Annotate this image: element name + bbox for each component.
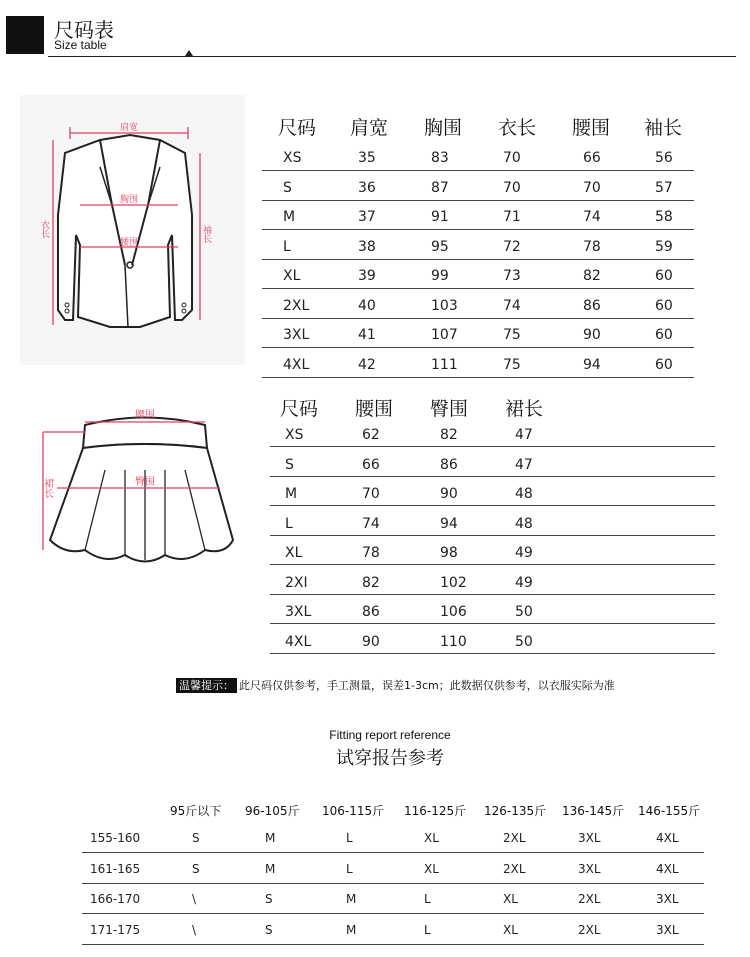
fit-size-cell: M bbox=[346, 892, 357, 906]
fit-size-cell: S bbox=[192, 831, 200, 845]
jacket-value-cell: 94 bbox=[583, 356, 601, 373]
jacket-value-cell: 60 bbox=[655, 268, 673, 284]
skirt-value-cell: 110 bbox=[440, 633, 467, 650]
fit-size-cell: L bbox=[424, 892, 431, 906]
jacket-value-cell: 91 bbox=[431, 209, 449, 225]
fit-size-cell: \ bbox=[192, 892, 197, 906]
fit-size-cell: 4XL bbox=[656, 861, 679, 876]
size-tip bbox=[176, 677, 615, 693]
jacket-value-cell: 38 bbox=[358, 238, 376, 255]
jacket-value-cell: 82 bbox=[583, 268, 601, 284]
jacket-value-cell: 72 bbox=[503, 238, 521, 255]
skirt-value-cell: 49 bbox=[515, 574, 533, 591]
jacket-row-divider bbox=[262, 288, 694, 289]
fit-size-cell: L bbox=[424, 922, 431, 937]
jacket-value-cell: 83 bbox=[431, 150, 449, 166]
jacket-header: 胸围 bbox=[424, 117, 463, 139]
jacket-header: 肩宽 bbox=[350, 117, 389, 139]
height-cell: 161-165 bbox=[90, 861, 141, 876]
skirt-illustration bbox=[35, 400, 245, 575]
fit-row-divider bbox=[82, 944, 704, 945]
skirt-value-cell: 49 bbox=[515, 545, 533, 561]
jacket-value-cell: 42 bbox=[358, 356, 376, 373]
fit-size-cell: 3XL bbox=[656, 922, 679, 937]
fit-size-cell: 3XL bbox=[656, 892, 679, 906]
skirt-value-cell: 98 bbox=[440, 545, 458, 561]
weight-header: 106-115斤 bbox=[322, 804, 385, 818]
skirt-row-divider bbox=[270, 446, 715, 447]
page-title: 尺码表 bbox=[54, 18, 114, 42]
jacket-value-cell: 36 bbox=[358, 179, 376, 196]
skirt-value-cell: 47 bbox=[515, 456, 533, 473]
jacket-value-cell: 66 bbox=[583, 150, 601, 166]
skirt-label-length: 裙长 bbox=[41, 478, 53, 498]
fit-size-cell: M bbox=[265, 831, 276, 845]
fit-size-cell: XL bbox=[503, 892, 518, 906]
jacket-value-cell: 59 bbox=[655, 238, 673, 255]
fit-size-cell: 3XL bbox=[578, 831, 601, 845]
fit-size-cell: XL bbox=[424, 861, 439, 876]
fit-size-cell: XL bbox=[503, 922, 518, 937]
skirt-header: 裙长 bbox=[505, 398, 544, 420]
jacket-value-cell: 107 bbox=[431, 327, 458, 343]
skirt-value-cell: 106 bbox=[440, 604, 467, 620]
jacket-row-divider bbox=[262, 200, 694, 201]
weight-header: 126-135斤 bbox=[484, 804, 547, 818]
skirt-size-cell: 3XL bbox=[285, 604, 312, 620]
jacket-label-chest: 胸围 bbox=[119, 195, 139, 205]
fit-size-cell: S bbox=[265, 892, 273, 906]
skirt-size-cell: M bbox=[285, 486, 298, 502]
fitting-title-cn: 试穿报告参考 bbox=[336, 748, 444, 769]
skirt-row-divider bbox=[270, 505, 715, 506]
jacket-label-sleeve: 袖长 bbox=[201, 225, 211, 243]
skirt-label-waist: 腰围 bbox=[135, 410, 155, 421]
jacket-value-cell: 41 bbox=[358, 327, 376, 343]
jacket-value-cell: 58 bbox=[655, 209, 673, 225]
fit-size-cell: L bbox=[346, 861, 353, 876]
skirt-value-cell: 94 bbox=[440, 515, 458, 532]
jacket-value-cell: 78 bbox=[583, 238, 601, 255]
jacket-size-cell: S bbox=[283, 179, 292, 196]
weight-header: 116-125斤 bbox=[404, 804, 467, 818]
jacket-value-cell: 74 bbox=[503, 297, 521, 314]
page-subtitle: Size table bbox=[54, 38, 107, 52]
fit-row-divider bbox=[82, 852, 704, 853]
jacket-value-cell: 90 bbox=[583, 327, 601, 343]
jacket-row-divider bbox=[262, 170, 694, 171]
jacket-row-divider bbox=[262, 377, 694, 378]
fit-size-cell: XL bbox=[424, 831, 439, 845]
jacket-size-cell: 4XL bbox=[283, 356, 310, 373]
jacket-row-divider bbox=[262, 318, 694, 319]
skirt-row-divider bbox=[270, 476, 715, 477]
jacket-value-cell: 86 bbox=[583, 297, 601, 314]
fit-row-divider bbox=[82, 883, 704, 884]
skirt-value-cell: 90 bbox=[362, 633, 380, 650]
skirt-size-cell: XS bbox=[285, 427, 304, 443]
skirt-value-cell: 47 bbox=[515, 427, 533, 443]
jacket-row-divider bbox=[262, 347, 694, 348]
weight-header: 146-155斤 bbox=[638, 804, 701, 818]
skirt-row-divider bbox=[270, 535, 715, 536]
skirt-value-cell: 74 bbox=[362, 515, 380, 532]
jacket-value-cell: 39 bbox=[358, 268, 376, 284]
jacket-value-cell: 35 bbox=[358, 150, 376, 166]
jacket-value-cell: 99 bbox=[431, 268, 449, 284]
skirt-size-cell: 4XL bbox=[285, 633, 312, 650]
jacket-value-cell: 95 bbox=[431, 238, 449, 255]
fit-size-cell: 2XL bbox=[578, 922, 601, 937]
fit-size-cell: L bbox=[346, 831, 353, 845]
jacket-row-divider bbox=[262, 229, 694, 230]
skirt-value-cell: 66 bbox=[362, 456, 380, 473]
jacket-size-cell: XL bbox=[283, 268, 301, 284]
jacket-value-cell: 71 bbox=[503, 209, 521, 225]
fitting-title-en: Fitting report reference bbox=[329, 728, 451, 742]
jacket-value-cell: 37 bbox=[358, 209, 376, 225]
jacket-value-cell: 103 bbox=[431, 297, 458, 314]
fit-size-cell: S bbox=[265, 922, 273, 937]
fit-size-cell: 4XL bbox=[656, 831, 679, 845]
fit-row-divider bbox=[82, 913, 704, 914]
skirt-value-cell: 48 bbox=[515, 486, 533, 502]
skirt-row-divider bbox=[270, 653, 715, 654]
jacket-value-cell: 74 bbox=[583, 209, 601, 225]
fit-size-cell: M bbox=[265, 861, 276, 876]
tip-text: 此尺码仅供参考，手工测量，误差1-3cm；此数据仅供参考，以衣服实际为准 bbox=[239, 679, 615, 692]
skirt-value-cell: 90 bbox=[440, 486, 458, 502]
header-marker-icon bbox=[185, 50, 193, 56]
height-cell: 155-160 bbox=[90, 831, 141, 845]
jacket-value-cell: 75 bbox=[503, 356, 521, 373]
skirt-row-divider bbox=[270, 594, 715, 595]
jacket-value-cell: 73 bbox=[503, 268, 521, 284]
skirt-value-cell: 82 bbox=[440, 427, 458, 443]
fit-size-cell: \ bbox=[192, 922, 197, 937]
jacket-value-cell: 57 bbox=[655, 179, 673, 196]
skirt-value-cell: 86 bbox=[440, 456, 458, 473]
fit-size-cell: S bbox=[192, 861, 200, 876]
skirt-size-cell: 2XI bbox=[285, 574, 308, 591]
height-cell: 166-170 bbox=[90, 892, 141, 906]
jacket-value-cell: 40 bbox=[358, 297, 376, 314]
jacket-value-cell: 60 bbox=[655, 327, 673, 343]
skirt-value-cell: 50 bbox=[515, 604, 533, 620]
fit-size-cell: 3XL bbox=[578, 861, 601, 876]
weight-header: 95斤以下 bbox=[170, 804, 222, 818]
jacket-value-cell: 60 bbox=[655, 297, 673, 314]
jacket-label-waist: 腰围 bbox=[119, 238, 139, 248]
header-block bbox=[6, 16, 44, 54]
skirt-value-cell: 48 bbox=[515, 515, 533, 532]
skirt-size-cell: L bbox=[285, 515, 293, 532]
jacket-value-cell: 70 bbox=[583, 179, 601, 196]
jacket-value-cell: 75 bbox=[503, 327, 521, 343]
skirt-header: 臀围 bbox=[430, 398, 469, 420]
skirt-label-hip: 臀围 bbox=[135, 477, 155, 488]
skirt-value-cell: 86 bbox=[362, 604, 380, 620]
jacket-label-length: 衣长 bbox=[39, 220, 49, 238]
jacket-size-cell: 2XL bbox=[283, 297, 310, 314]
jacket-size-cell: M bbox=[283, 209, 296, 225]
fit-size-cell: 2XL bbox=[503, 831, 526, 845]
jacket-value-cell: 70 bbox=[503, 179, 521, 196]
fit-size-cell: 2XL bbox=[578, 892, 601, 906]
jacket-value-cell: 60 bbox=[655, 356, 673, 373]
height-cell: 171-175 bbox=[90, 922, 141, 937]
header-divider bbox=[48, 56, 736, 57]
jacket-illustration bbox=[20, 95, 245, 365]
weight-header: 96-105斤 bbox=[245, 804, 300, 818]
skirt-size-cell: S bbox=[285, 456, 294, 473]
skirt-header: 尺码 bbox=[280, 398, 319, 420]
jacket-size-cell: 3XL bbox=[283, 327, 310, 343]
weight-header: 136-145斤 bbox=[562, 804, 625, 818]
jacket-header: 衣长 bbox=[498, 117, 537, 139]
skirt-value-cell: 78 bbox=[362, 545, 380, 561]
jacket-size-cell: L bbox=[283, 238, 291, 255]
skirt-size-cell: XL bbox=[285, 545, 303, 561]
jacket-row-divider bbox=[262, 259, 694, 260]
jacket-value-cell: 87 bbox=[431, 179, 449, 196]
fit-size-cell: 2XL bbox=[503, 861, 526, 876]
fit-size-cell: M bbox=[346, 922, 357, 937]
skirt-header: 腰围 bbox=[355, 398, 394, 420]
skirt-value-cell: 62 bbox=[362, 427, 380, 443]
jacket-size-cell: XS bbox=[283, 150, 302, 166]
jacket-value-cell: 56 bbox=[655, 150, 673, 166]
jacket-header: 腰围 bbox=[572, 117, 611, 139]
skirt-row-divider bbox=[270, 564, 715, 565]
skirt-value-cell: 50 bbox=[515, 633, 533, 650]
jacket-label-shoulder: 肩宽 bbox=[119, 123, 139, 133]
skirt-row-divider bbox=[270, 623, 715, 624]
jacket-header: 尺码 bbox=[278, 117, 317, 139]
skirt-value-cell: 102 bbox=[440, 574, 467, 591]
jacket-value-cell: 111 bbox=[431, 356, 458, 373]
tip-badge: 温馨提示： bbox=[176, 678, 237, 693]
jacket-value-cell: 70 bbox=[503, 150, 521, 166]
jacket-header: 袖长 bbox=[644, 117, 683, 139]
skirt-value-cell: 82 bbox=[362, 574, 380, 591]
skirt-value-cell: 70 bbox=[362, 486, 380, 502]
